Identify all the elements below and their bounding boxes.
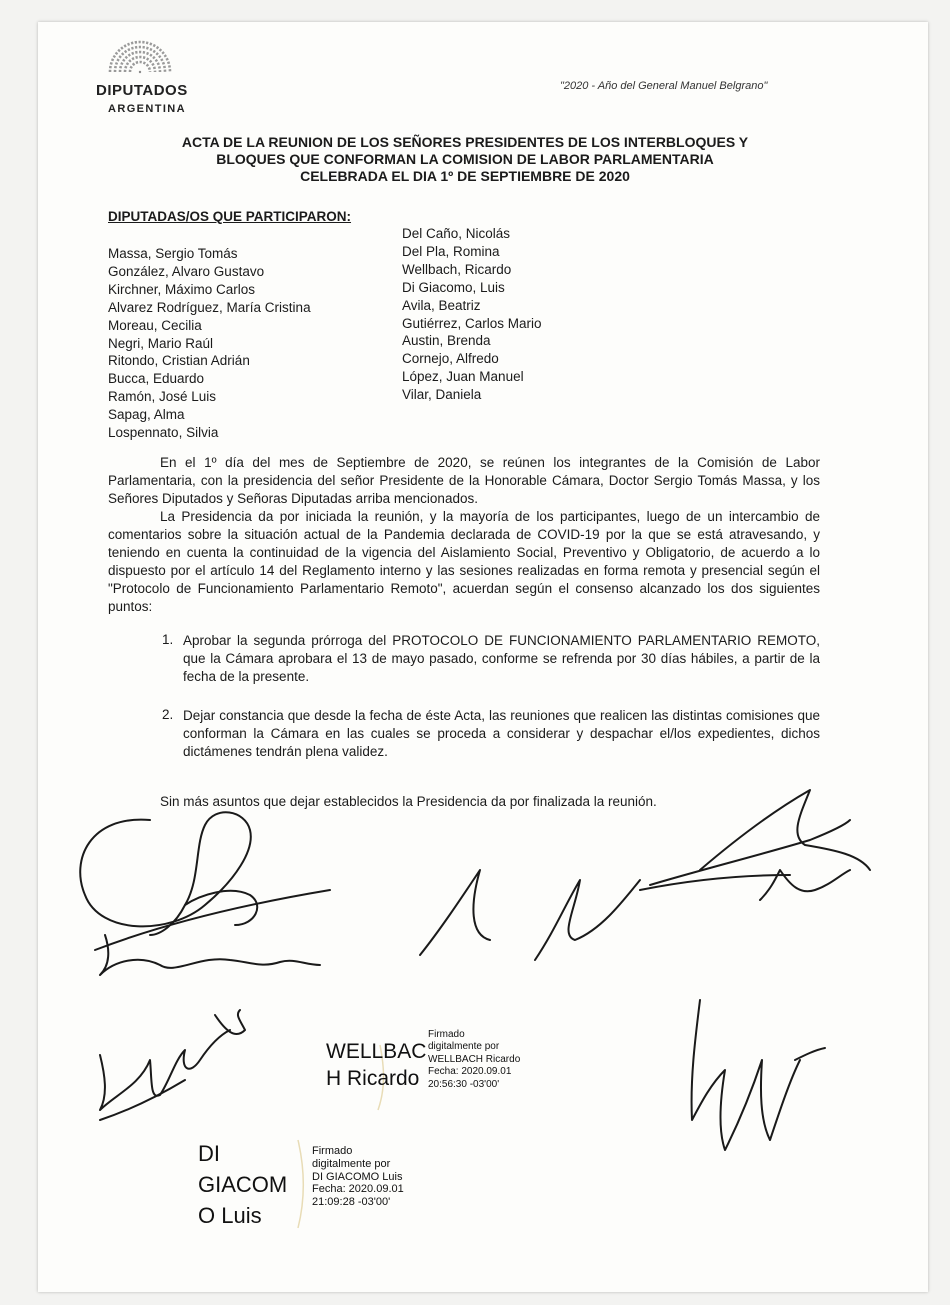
participant-name: Alvarez Rodríguez, María Cristina [108,299,311,315]
intro-paragraph: En el 1º día del mes de Septiembre de 2020, se reúnen los integrantes de la Comisión de Labor Parlamentaria, con la presidencia del señor Presidente de la Honorable Cámara, Doctor Sergio Tomás Massa, y los Señores Diputados y Señoras Diputadas arriba mencionados. [108,455,820,506]
participant-name: Austin, Brenda [402,333,491,349]
participant-name: Sapag, Alma [108,407,185,423]
digital-signature-name: WELLBAC H Ricardo [326,1040,427,1090]
agreement-paragraph: La Presidencia da por iniciada la reunión, y la mayoría de los participantes, luego de un intercambio de comentarios sobre la situación actual de la Pandemia declarada de COVID-19 por la que se está atravesando, y teniendo en cuenta la continuidad de la vigencia del Aislamiento Social, Preventivo y Obligatorio, de acuerdo a lo dispuesto por el artículo 14 del Reglamento interno y las sesiones realizadas en forma remota y presencial según el "Protocolo de Funcionamiento Parlamentario Remoto", acuerdan según el consenso alcanzado los dos siguientes puntos: [108,509,820,614]
participant-name: López, Juan Manuel [402,369,524,385]
participant-name: Del Pla, Romina [402,243,500,259]
item-number: 1. [162,632,174,647]
digital-signature-details: Firmado digitalmente por DI GIACOMO Luis Fecha: 2020.09.01 21:09:28 -03'00' [312,1145,404,1209]
digital-signature-details: Firmado digitalmente por WELLBACH Ricardo Fecha: 2020.09.01 20:56:30 -03'00' [428,1029,521,1090]
participant-name: Cornejo, Alfredo [402,351,499,367]
participants-heading: DIPUTADAS/OS QUE PARTICIPARON: [108,209,352,224]
participants-left-column [108,245,311,442]
item-text: Aprobar la segunda prórroga del PROTOCOLO DE FUNCIONAMIENTO PARLAMENTARIO REMOTO, que la Cámara aprobara el 13 de mayo pasado, conforme se refrenda por 30 días hábiles, a partir de la fecha de la presente. [183,633,820,684]
logo-name: DIPUTADOS [96,82,188,99]
participant-name: Di Giacomo, Luis [402,279,505,295]
participant-name: Massa, Sergio Tomás [108,246,238,261]
document-title [120,134,810,185]
participants-right-column [402,225,542,404]
participant-name: Kirchner, Máximo Carlos [108,281,256,297]
title-line-2: BLOQUES QUE CONFORMAN LA COMISION DE LABOR PARLAMENTARIA [216,151,714,167]
closing-statement: Sin más asuntos que dejar establecidos la Presidencia da por finalizada la reunión. [160,794,657,809]
participant-name: González, Alvaro Gustavo [108,263,265,279]
title-line-3: CELEBRADA EL DIA 1º DE SEPTIEMBRE DE 2020 [300,168,630,184]
participant-name: Negri, Mario Raúl [108,335,214,351]
participant-name: Ramón, José Luis [108,389,217,405]
item-text: Dejar constancia que desde la fecha de éste Acta, las reuniones que realicen las distintas comisiones que conforman la Cámara en las cuales se proceda a considerar y despachar el/los expedientes, dichos dictámenes tendrán plena validez. [183,708,820,759]
chamber-seats-icon [105,32,175,78]
participant-name: Avila, Beatriz [402,297,481,313]
logo-country: ARGENTINA [108,103,186,115]
participant-name: Ritondo, Cristian Adrián [108,353,250,369]
participant-name: Bucca, Eduardo [108,371,205,387]
item-number: 2. [162,707,174,722]
participant-name: Gutiérrez, Carlos Mario [402,315,542,331]
participant-name: Lospennato, Silvia [108,425,219,441]
participant-name: Del Caño, Nicolás [402,226,511,241]
participant-name: Vilar, Daniela [402,387,482,403]
title-line-1: ACTA DE LA REUNION DE LOS SEÑORES PRESIDENTES DE LOS INTERBLOQUES Y [181,134,749,150]
participant-name: Moreau, Cecilia [108,317,202,333]
participant-name: Wellbach, Ricardo [402,261,512,277]
year-motto: "2020 - Año del General Manuel Belgrano" [560,80,768,92]
digital-signature-name: DI GIACOM O Luis [198,1141,288,1228]
